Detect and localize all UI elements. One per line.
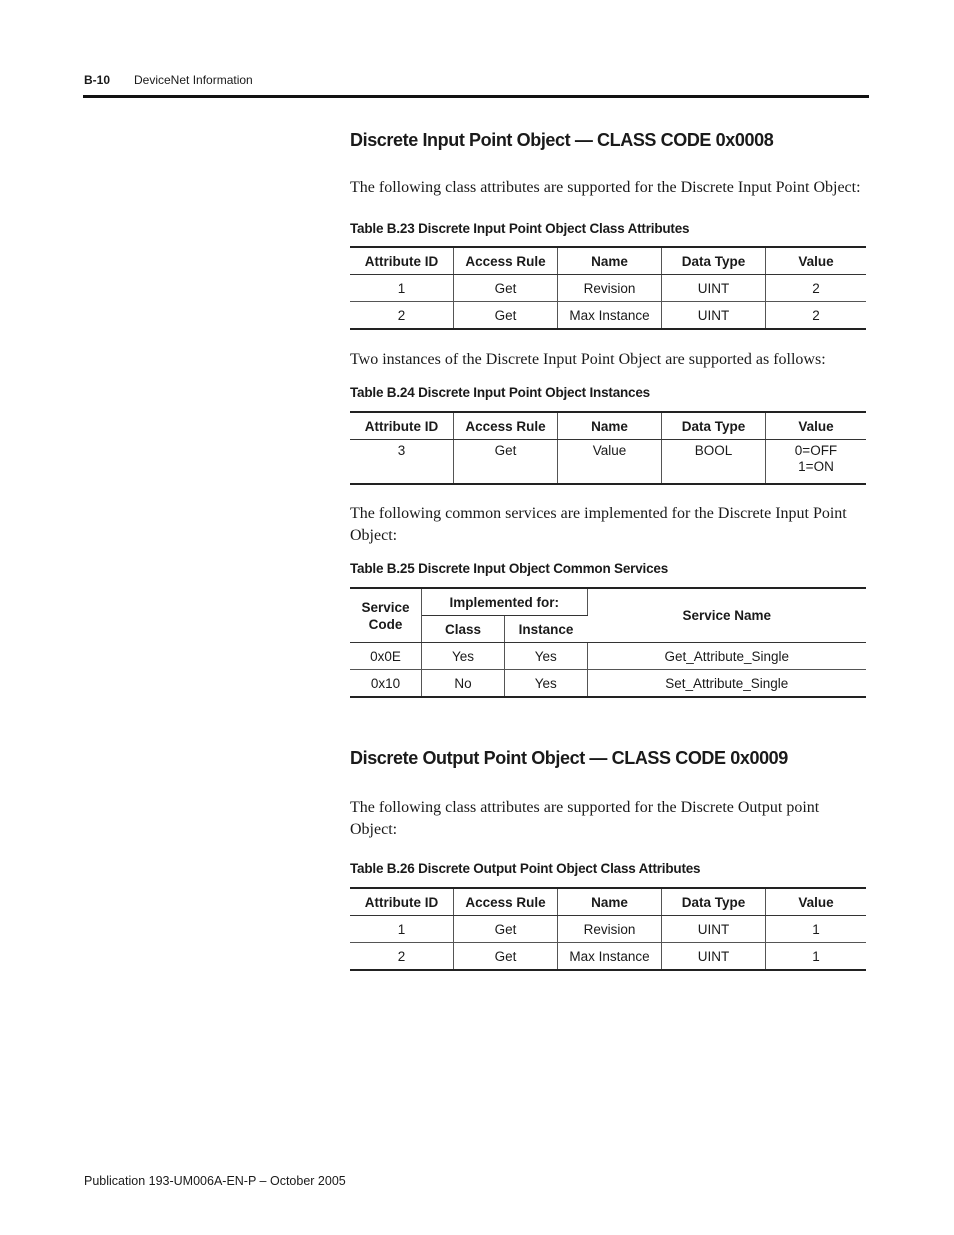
col-header: Access Rule [454,247,558,275]
value-line: 0=OFF [794,443,838,458]
table-cell: UINT [662,916,766,943]
table-caption-b23: Table B.23 Discrete Input Point Object Class Attributes [350,221,690,236]
table-row [350,916,866,943]
col-header: Access Rule [454,888,558,916]
table-cell: Yes [422,643,505,670]
col-header: Data Type [662,888,766,916]
table-cell: Yes [505,643,588,670]
table-row [350,440,866,485]
header-rule [83,95,869,98]
table-cell: 2 [350,302,454,330]
header-section-title: DeviceNet Information [134,73,253,87]
main-content [350,130,866,971]
col-header: Name [558,412,662,440]
table-cell: Revision [558,275,662,302]
table-b26 [350,887,866,971]
table-cell: Max Instance [558,943,662,971]
col-header: Attribute ID [350,247,454,275]
table-cell: 2 [350,943,454,971]
instances-text: Two instances of the Discrete Input Point Object are supported as follows: [350,351,826,368]
col-header: Instance [505,616,588,643]
col-header: Value [766,247,867,275]
table-caption-b26: Table B.26 Discrete Output Point Object Class Attributes [350,861,701,876]
table-row [350,943,866,971]
table-caption-b25: Table B.25 Discrete Input Object Common Services [350,561,668,576]
output-intro-text: The following class attributes are supported for the Discrete Output point Object: [350,799,820,838]
table-row [350,302,866,330]
table-cell: UINT [662,302,766,330]
table-cell: Max Instance [558,302,662,330]
col-header: Data Type [662,412,766,440]
table-cell: Value [558,440,662,485]
table-cell: Yes [505,670,588,698]
table-cell: Set_Attribute_Single [587,670,866,698]
table-cell: BOOL [662,440,766,485]
col-header: Value [766,412,867,440]
section-title-output: Discrete Output Point Object — CLASS CODE 0x0009 [350,748,788,768]
table-cell: Revision [558,916,662,943]
table-row [350,670,866,698]
col-header: Value [766,888,867,916]
table-cell: 1 [766,943,867,971]
table-cell: 1 [766,916,867,943]
table-row [350,643,866,670]
table-cell: 3 [350,440,454,485]
table-b24 [350,411,866,485]
table-cell: 1 [350,916,454,943]
input-intro-text: The following class attributes are supported for the Discrete Input Point Object: [350,179,861,196]
table-cell: UINT [662,275,766,302]
section-title-input: Discrete Input Point Object — CLASS CODE 0x0008 [350,130,774,150]
table-b25 [350,587,866,698]
page-header [84,73,253,87]
value-line: 1=ON [798,459,834,474]
table-cell: Get [454,943,558,971]
col-header: Access Rule [454,412,558,440]
table-cell: Get [454,916,558,943]
table-cell: Get [454,440,558,485]
col-header: Service Code [350,588,422,643]
page-footer: Publication 193-UM006A-EN-P – October 2005 [84,1174,346,1188]
table-cell: 2 [766,275,867,302]
col-header: Attribute ID [350,888,454,916]
page-number: B-10 [84,73,111,87]
table-cell: Get [454,275,558,302]
table-cell: Get [454,302,558,330]
col-header: Service Name [587,588,866,643]
table-row [350,275,866,302]
table-cell [766,440,867,485]
col-header-group: Implemented for: [422,588,588,616]
table-cell: UINT [662,943,766,971]
services-intro-text: The following common services are implemented for the Discrete Input Point Object: [350,505,847,544]
col-header: Name [558,247,662,275]
col-header: Attribute ID [350,412,454,440]
col-header: Data Type [662,247,766,275]
table-cell: 0x0E [350,643,422,670]
table-cell: 2 [766,302,867,330]
table-cell: 0x10 [350,670,422,698]
table-cell: Get_Attribute_Single [587,643,866,670]
table-cell: 1 [350,275,454,302]
table-b23 [350,246,866,330]
col-header: Name [558,888,662,916]
table-caption-b24: Table B.24 Discrete Input Point Object Instances [350,385,650,400]
table-cell: No [422,670,505,698]
col-header: Class [422,616,505,643]
